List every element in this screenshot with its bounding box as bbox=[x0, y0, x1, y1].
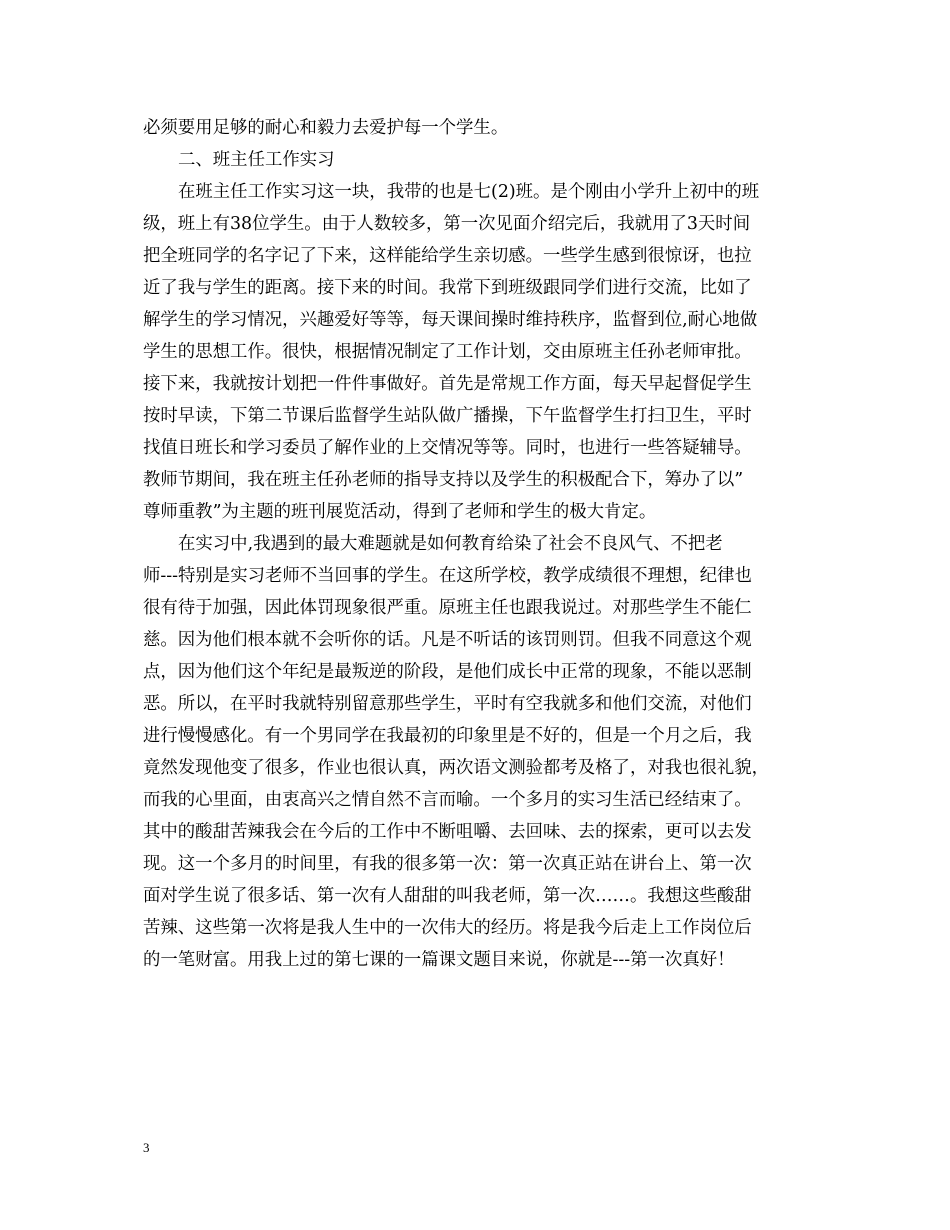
text-line: 师---特别是实习老师不当回事的学生。在这所学校，教学成绩很不理想，纪律也 bbox=[143, 566, 752, 586]
text-line: 教师节期间，我在班主任孙老师的指导支持以及学生的积极配合下，筹办了以” bbox=[143, 470, 744, 490]
text-line: 竟然发现他变了很多，作业也很认真，两次语文测验都考及格了，对我也很礼貌， bbox=[143, 758, 770, 778]
text-line: 二、班主任工作实习 bbox=[178, 150, 335, 170]
text-line: 按时早读，下第二节课后监督学生站队做广播操，下午监督学生打扫卫生，平时 bbox=[143, 406, 752, 426]
text-line: 现。这一个多月的时间里，有我的很多第一次：第一次真正站在讲台上、第一次 bbox=[143, 854, 752, 874]
text-line: 必须要用足够的耐心和毅力去爱护每一个学生。 bbox=[143, 118, 509, 138]
text-line: 而我的心里面，由衷高兴之情自然不言而喻。一个多月的实习生活已经结束了。 bbox=[143, 790, 752, 810]
text-line: 在实习中,我遇到的最大难题就是如何教育给染了社会不良风气、不把老 bbox=[178, 534, 723, 554]
text-line: 的一笔财富。用我上过的第七课的一篇课文题目来说，你就是---第一次真好！ bbox=[143, 950, 735, 970]
text-line: 接下来，我就按计划把一件件事做好。首先是常规工作方面，每天早起督促学生 bbox=[143, 374, 752, 394]
text-line: 把全班同学的名字记了下来，这样能给学生亲切感。一些学生感到很惊讶，也拉 bbox=[143, 246, 752, 266]
text-line: 进行慢慢感化。有一个男同学在我最初的印象里是不好的，但是一个月之后，我 bbox=[143, 726, 752, 746]
text-line: 苦辣、这些第一次将是我人生中的一次伟大的经历。将是我今后走上工作岗位后 bbox=[143, 918, 752, 938]
text-line: 恶。所以，在平时我就特别留意那些学生，平时有空我就多和他们交流，对他们 bbox=[143, 694, 752, 714]
text-line: 近了我与学生的距离。接下来的时间。我常下到班级跟同学们进行交流，比如了 bbox=[143, 278, 752, 298]
text-line: 找值日班长和学习委员了解作业的上交情况等等。同时，也进行一些答疑辅导。 bbox=[143, 438, 752, 458]
text-line: 点，因为他们这个年纪是最叛逆的阶段，是他们成长中正常的现象，不能以恶制 bbox=[143, 662, 752, 682]
text-line: 其中的酸甜苦辣我会在今后的工作中不断咀嚼、去回味、去的探索，更可以去发 bbox=[143, 822, 752, 842]
text-line: 很有待于加强，因此体罚现象很严重。原班主任也跟我说过。对那些学生不能仁 bbox=[143, 598, 752, 618]
document-body bbox=[143, 112, 823, 976]
page-number: 3 bbox=[143, 1140, 150, 1155]
text-line: 尊师重教”为主题的班刊展览活动，得到了老师和学生的极大肯定。 bbox=[143, 502, 657, 522]
text-line: 面对学生说了很多话、第一次有人甜甜的叫我老师，第一次……。我想这些酸甜 bbox=[143, 886, 752, 906]
text-line: 慈。因为他们根本就不会听你的话。凡是不听话的该罚则罚。但我不同意这个观 bbox=[143, 630, 752, 650]
text-line: 学生的思想工作。很快，根据情况制定了工作计划，交由原班主任孙老师审批。 bbox=[143, 342, 752, 362]
text-line: 解学生的学习情况，兴趣爱好等等，每天课间操时维持秩序，监督到位,耐心地做 bbox=[143, 310, 758, 330]
text-line: 在班主任工作实习这一块，我带的也是七(2)班。是个刚由小学升上初中的班 bbox=[178, 182, 760, 202]
text-line: 级，班上有38位学生。由于人数较多，第一次见面介绍完后，我就用了3天时间 bbox=[143, 214, 751, 234]
